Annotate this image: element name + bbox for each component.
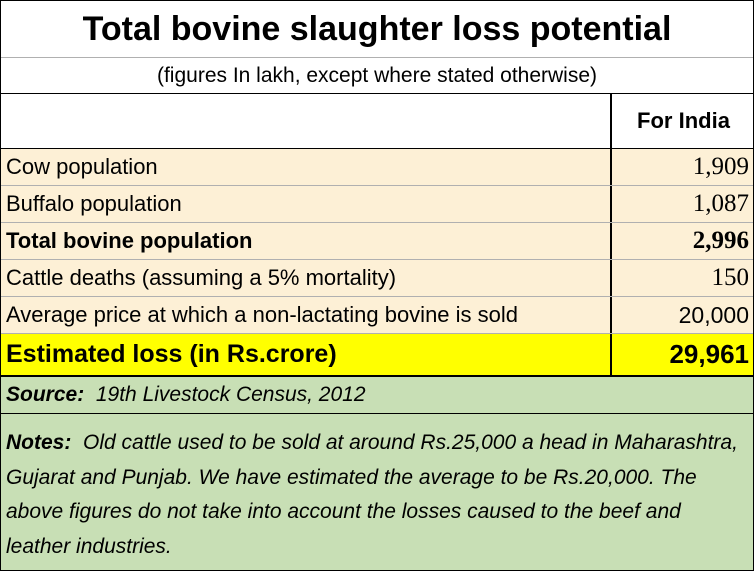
source-note — [1, 377, 753, 414]
row-value: 2,996 — [692, 227, 749, 254]
header-label-cell — [1, 94, 612, 148]
source-label: Source: — [6, 383, 85, 406]
row-value: 20,000 — [678, 301, 749, 328]
row-label: Total bovine population — [1, 223, 612, 259]
row-value: 150 — [711, 264, 749, 291]
estimated-loss-value: 29,961 — [669, 339, 749, 369]
table-row-average-price — [1, 297, 753, 334]
table-row-buffalo-population — [1, 186, 753, 223]
table-subtitle: (figures In lakh, except where stated otherwise) — [1, 58, 753, 94]
notes-text: Old cattle used to be sold at around Rs.25,000 a head in Maharashtra, Gujarat and Punjab. We have estimated the average to be Rs.20,000. The above figures do not take into account the losses caused to the beef and leather industries. — [6, 431, 738, 558]
row-label: Cattle deaths (assuming a 5% mortality) — [1, 260, 612, 296]
table-title: Total bovine slaughter loss potential — [1, 1, 753, 58]
table-row-cattle-deaths — [1, 260, 753, 297]
estimated-loss-label: Estimated loss (in Rs.crore) — [1, 334, 612, 375]
notes-block — [1, 414, 753, 570]
estimated-loss-row — [1, 334, 753, 377]
column-header-for-india: For India — [637, 108, 730, 133]
row-label: Buffalo population — [1, 186, 612, 222]
table-row-cow-population — [1, 149, 753, 186]
row-label: Average price at which a non-lactating bovine is sold — [1, 297, 612, 333]
header-row — [1, 94, 753, 149]
row-value: 1,087 — [692, 190, 749, 217]
row-value: 1,909 — [692, 153, 749, 180]
source-text: 19th Livestock Census, 2012 — [95, 383, 366, 406]
notes-label: Notes: — [6, 431, 72, 454]
table-row-total-bovine-population — [1, 223, 753, 260]
row-label: Cow population — [1, 149, 612, 185]
